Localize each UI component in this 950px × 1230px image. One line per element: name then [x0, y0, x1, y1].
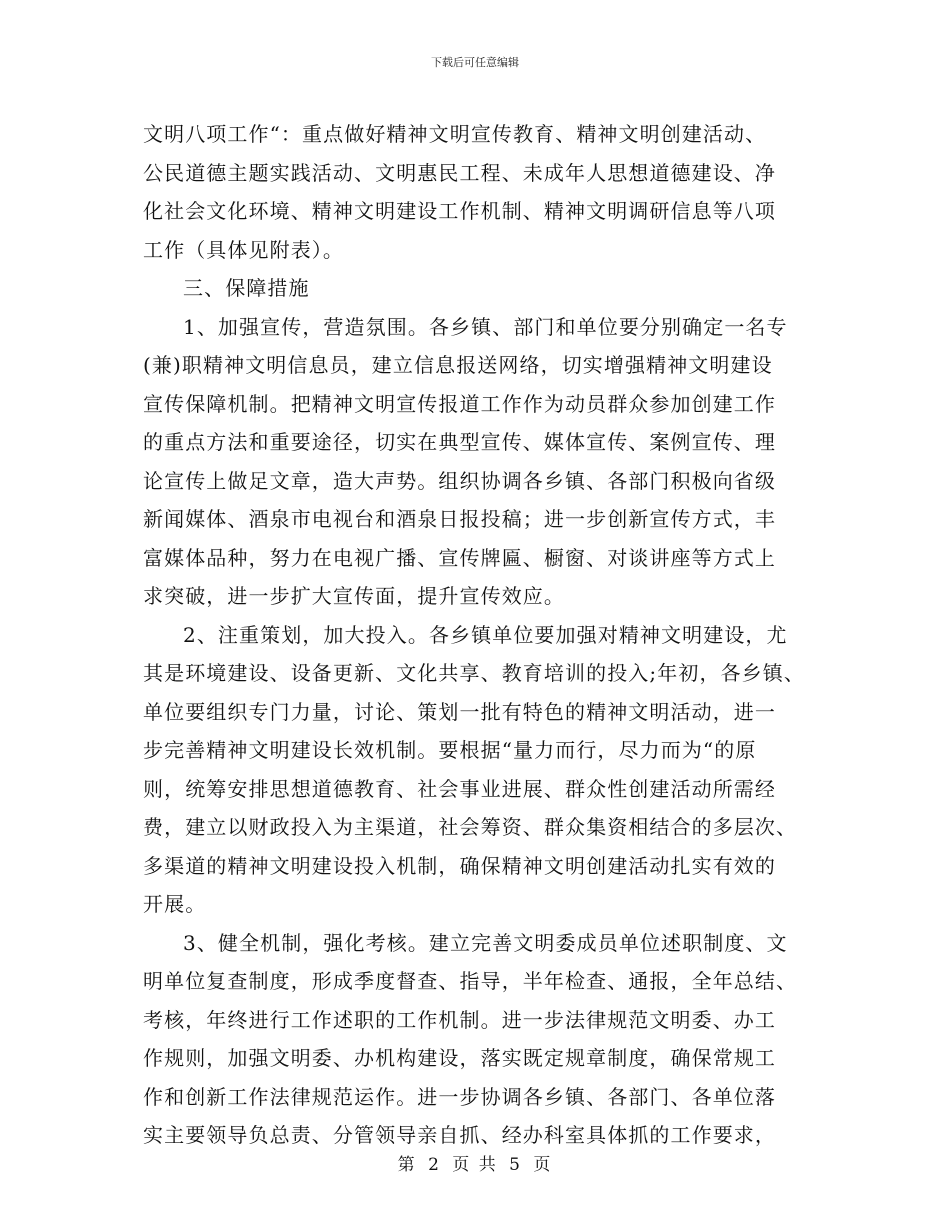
body-line: 步完善精神文明建设长效机制。要根据“量力而行，尽力而为“的原 [143, 738, 757, 762]
body-line: 论宣传上做足文章，造大声势。组织协调各乡镇、各部门积极向省级 [143, 468, 776, 493]
body-line: 文明八项工作“：重点做好精神文明宣传教育、精神文明创建活动、 [143, 122, 767, 146]
body-line: 宣传保障机制。把精神文明宣传报道工作作为动员群众参加创建工作 [143, 391, 776, 416]
section-heading: 三、保障措施 [183, 276, 310, 300]
body-line: 费，建立以财政投入为主渠道，社会筹资、群众集资相结合的多层次、 [143, 815, 798, 839]
body-line: 则，统筹安排思想道德教育、社会事业进展、群众性创建活动所需经 [143, 776, 776, 801]
body-line: 多渠道的精神文明建设投入机制，确保精神文明创建活动扎实有效的 [143, 853, 776, 878]
footer-suffix: 页 [533, 1155, 553, 1175]
body-line: 求突破，进一步扩大宣传面，提升宣传效应。 [143, 584, 565, 608]
footer-page-number: 2 [428, 1155, 441, 1175]
body-line: 考核，年终进行工作述职的工作机制。进一步法律规范文明委、办工 [143, 1007, 776, 1032]
body-line: 化社会文化环境、精神文明建设工作机制、精神文明调研信息等八项 [143, 199, 776, 223]
body-line: 作规则，加强文明委、办机构建设，落实既定规章制度，确保常规工 [143, 1046, 776, 1070]
body-line: 公民道德主题实践活动、文明惠民工程、未成年人思想道德建设、净 [143, 160, 776, 185]
page-footer [0, 1150, 950, 1175]
footer-middle: 页 共 [452, 1155, 498, 1175]
body-line: 富媒体品种，努力在电视广播、宣传牌匾、橱窗、对谈讲座等方式上 [143, 545, 776, 570]
page-header-note: 下载后可任意编辑 [431, 56, 519, 69]
body-line: (兼)职精神文明信息员，建立信息报送网络，切实增强精神文明建设 [143, 353, 773, 377]
body-line: 单位要组织专门力量，讨论、策划一批有特色的精神文明活动，进一 [143, 699, 776, 724]
paragraph-2-start: 2、注重策划，加大投入。各乡镇单位要加强对精神文明建设，尤 [183, 622, 788, 647]
body-line: 开展。 [143, 892, 207, 916]
body-line: 明单位复查制度，形成季度督查、指导，半年检查、通报，全年总结、 [143, 969, 798, 993]
footer-prefix: 第 [397, 1155, 417, 1175]
body-line: 作和创新工作法律规范运作。进一步协调各乡镇、各部门、各单位落 [143, 1084, 776, 1109]
body-line: 工作（具体见附表）。 [143, 237, 344, 262]
document-body [143, 115, 833, 1155]
body-line: 其是环境建设、设备更新、文化共享、教育培训的投入;年初，各乡镇、 [143, 661, 805, 685]
body-line: 实主要领导负总责、分管领导亲自抓、经办科室具体抓的工作要求， [143, 1123, 776, 1147]
paragraph-3-start: 3、健全机制，强化考核。建立完善文明委成员单位述职制度、文 [183, 930, 788, 955]
footer-total-pages: 5 [509, 1155, 522, 1175]
paragraph-1-start: 1、加强宣传，营造氛围。各乡镇、部门和单位要分别确定一名专 [183, 314, 788, 339]
body-line: 的重点方法和重要途径，切实在典型宣传、媒体宣传、案例宣传、理 [143, 430, 776, 454]
body-line: 新闻媒体、酒泉市电视台和酒泉日报投稿；进一步创新宣传方式，丰 [143, 507, 776, 531]
